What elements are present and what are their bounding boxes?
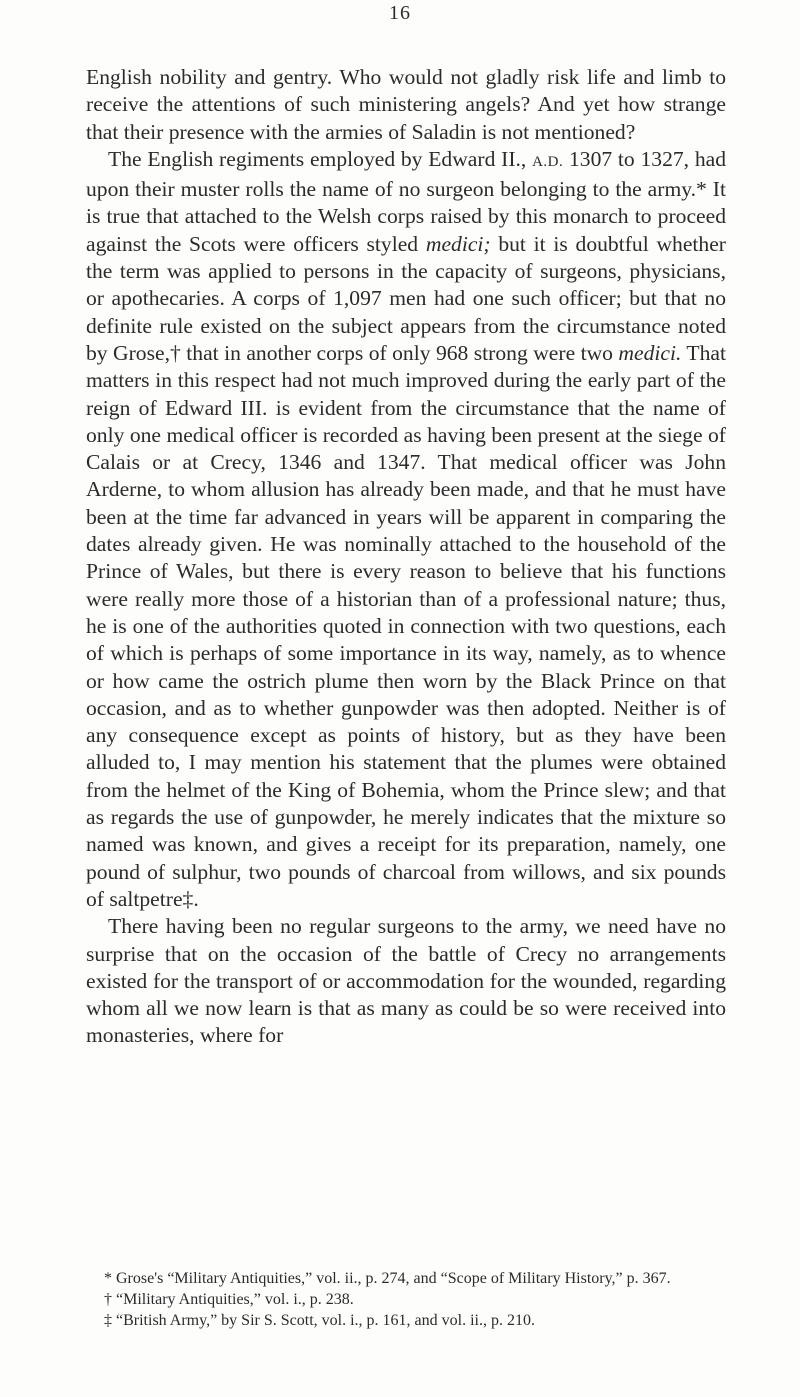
page-number: 16 [389,2,411,24]
footnote-3: ‡ “British Army,” by Sir S. Scott, vol. i., p. 161, and vol. ii., p. 210. [104,1312,535,1329]
footnote-1: * Grose's “Military Antiquities,” vol. ii., p. 274, and “Scope of Military History,” p. 367. [104,1270,671,1287]
italic-term-medici-2: medici. [618,340,682,365]
footnotes [86,1268,726,1331]
paragraph-3-text: There having been no regular surgeons to the army, we need have no surprise that on the occasion of the battle of Crecy no arrangements existed for the transport of or accommodation for the wounded, regarding whom all we now learn is that as many as could be so were received into monasteries, where for [86,914,726,1048]
paragraph-2-text-c: but it is doubtful whether the term was applied to persons in the capacity of surgeons, physicians, or apothecaries. A corps of 1,097 men had one such officer; but that no definite rule existed on the subject appears from the circumstance noted by Grose,† that in another corps of only 968 strong were two [86,231,726,365]
paragraph-2-text-a: The English regiments employed by Edward II., [108,146,533,171]
paragraph-1-text: English nobility and gentry. Who would not gladly risk life and limb to receive the attentions of such ministering angels? And yet how strange that their presence with the armies of Saladin is not mentioned? [86,65,726,144]
italic-term-medici: medici; [425,231,491,256]
paragraph-1 [86,64,726,146]
footnote-2: † “Military Antiquities,” vol. i., p. 238. [104,1291,354,1308]
paragraph-2-text-d: That matters in this respect had not much improved during the early part of the reign of Edward III. is evident from the circumstance that the name of only one medical officer is recorded as having been present at the siege of Calais or at Crecy, 1346 and 1347. That medical officer was John Arderne, to whom allusion has already been made, and that he must have been at the time far advanced in years will be apparent in comparing the dates already given. He was nominally attached to the household of the Prince of Wales, but there is every reason to believe that his functions were really more those of a historian than of a professional nature; thus, he is one of the authorities quoted in connection with two questions, each of which is perhaps of some importance in its way, namely, as to whence or how came the ostrich plume then worn by the Black Prince on that occasion, and as to whether gunpowder was then adopted. Neither is of any consequence except as points of history, but as they have been alluded to, I may mention his statement that the plumes were obtained from the helmet of the King of Bohemia, whom the Prince slew; and that as regards the use of gunpowder, he merely indicates that the mixture so named was known, and gives a receipt for its preparation, namely, one pound of sulphur, two pounds of charcoal from willows, and six pounds of saltpetre‡. [86,340,726,911]
paragraph-2-text-b: 1307 to 1327, had upon their muster rolls the name of no surgeon belonging to the army.* It is true that attached to the Welsh corps raised by this monarch to proceed against the Scots were officers styled [86,146,726,256]
era-abbreviation: A.D. [532,153,564,170]
body-text [86,64,726,1050]
paragraph-2 [86,146,726,913]
paragraph-3 [86,913,726,1049]
